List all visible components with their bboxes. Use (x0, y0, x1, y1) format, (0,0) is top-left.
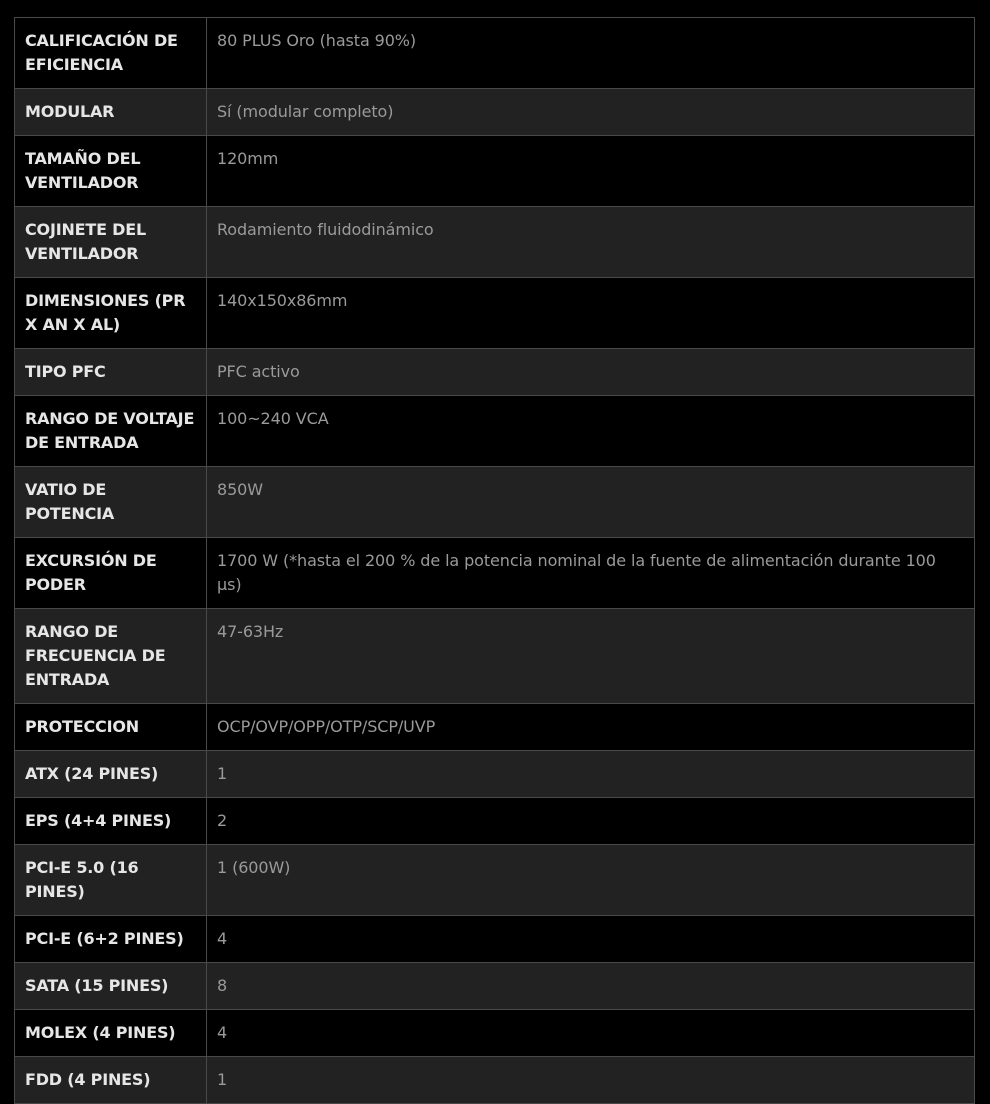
spec-label: TAMAÑO DEL VENTILADOR (15, 136, 207, 207)
spec-row-fdd-connector (15, 1057, 975, 1104)
spec-value: 2 (207, 798, 975, 845)
spec-value: 4 (207, 1010, 975, 1057)
spec-row-power-excursion (15, 538, 975, 609)
spec-row-fan-bearing (15, 207, 975, 278)
specs-container (14, 17, 974, 1104)
spec-row-input-frequency-range (15, 609, 975, 704)
specifications-table (14, 17, 975, 1104)
spec-row-protection (15, 704, 975, 751)
spec-row-input-voltage-range (15, 396, 975, 467)
spec-row-pfc-type (15, 349, 975, 396)
spec-label: MODULAR (15, 89, 207, 136)
spec-row-pcie-connector (15, 916, 975, 963)
spec-label: PCI-E (6+2 PINES) (15, 916, 207, 963)
spec-label: CALIFICACIÓN DE EFICIENCIA (15, 18, 207, 89)
spec-value: 1 (207, 1057, 975, 1104)
spec-value: 8 (207, 963, 975, 1010)
spec-label: PROTECCION (15, 704, 207, 751)
spec-row-sata-connector (15, 963, 975, 1010)
spec-value: OCP/OVP/OPP/OTP/SCP/UVP (207, 704, 975, 751)
spec-value: 1 (600W) (207, 845, 975, 916)
spec-label: EPS (4+4 PINES) (15, 798, 207, 845)
spec-row-wattage (15, 467, 975, 538)
spec-row-modular (15, 89, 975, 136)
spec-label: VATIO DE POTENCIA (15, 467, 207, 538)
spec-value: 4 (207, 916, 975, 963)
spec-label: TIPO PFC (15, 349, 207, 396)
spec-label: FDD (4 PINES) (15, 1057, 207, 1104)
spec-value: 80 PLUS Oro (hasta 90%) (207, 18, 975, 89)
spec-row-molex-connector (15, 1010, 975, 1057)
spec-value: 850W (207, 467, 975, 538)
spec-row-atx-connector (15, 751, 975, 798)
spec-row-efficiency-rating (15, 18, 975, 89)
spec-label: RANGO DE FRECUENCIA DE ENTRADA (15, 609, 207, 704)
spec-value: 100~240 VCA (207, 396, 975, 467)
spec-value: PFC activo (207, 349, 975, 396)
specifications-table-body (15, 18, 975, 1104)
spec-value: Rodamiento fluidodinámico (207, 207, 975, 278)
spec-label: RANGO DE VOLTAJE DE ENTRADA (15, 396, 207, 467)
spec-row-fan-size (15, 136, 975, 207)
spec-value: 47-63Hz (207, 609, 975, 704)
spec-label: SATA (15 PINES) (15, 963, 207, 1010)
spec-value: 120mm (207, 136, 975, 207)
spec-value: 1 (207, 751, 975, 798)
spec-label: MOLEX (4 PINES) (15, 1010, 207, 1057)
spec-label: PCI-E 5.0 (16 PINES) (15, 845, 207, 916)
spec-label: COJINETE DEL VENTILADOR (15, 207, 207, 278)
spec-label: ATX (24 PINES) (15, 751, 207, 798)
spec-label: EXCURSIÓN DE PODER (15, 538, 207, 609)
spec-value: 1700 W (*hasta el 200 % de la potencia nominal de la fuente de alimentación durante 100 µs) (207, 538, 975, 609)
spec-label: DIMENSIONES (PR X AN X AL) (15, 278, 207, 349)
spec-value: 140x150x86mm (207, 278, 975, 349)
spec-row-eps-connector (15, 798, 975, 845)
spec-row-pcie5-connector (15, 845, 975, 916)
spec-row-dimensions (15, 278, 975, 349)
spec-value: Sí (modular completo) (207, 89, 975, 136)
